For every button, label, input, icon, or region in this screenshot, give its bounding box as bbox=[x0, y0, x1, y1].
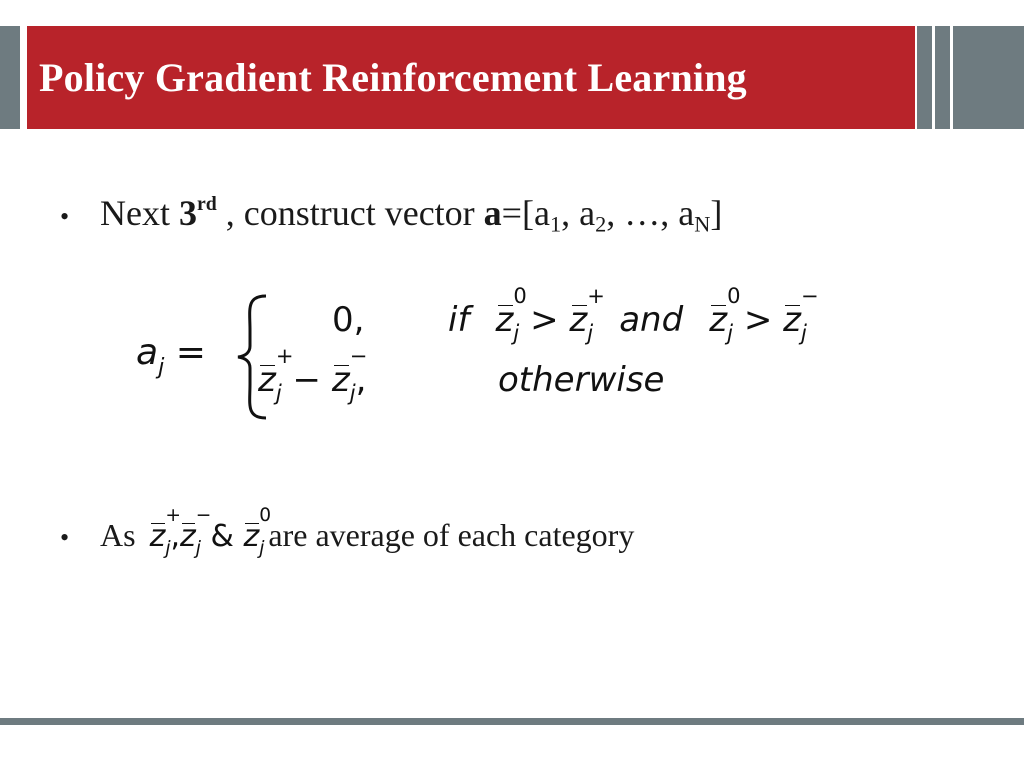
bullet-text: Next 3rd , construct vector $a=[a_1$, $a_2$, …, $a_N$] bbox=[100, 193, 723, 237]
case2-value: z + j − z − j, bbox=[258, 342, 368, 406]
header-accent-right-1 bbox=[917, 26, 932, 129]
slide-title: Policy Gradient Reinforcement Learning bbox=[39, 55, 747, 100]
bullet-marker: • bbox=[60, 523, 70, 552]
equation-lhs: aj = bbox=[136, 332, 206, 381]
bullet-average-note bbox=[60, 504, 635, 560]
footer-divider bbox=[0, 718, 1024, 725]
bullet-construct-vector bbox=[60, 192, 723, 237]
header-accent-right-3 bbox=[953, 26, 1024, 129]
case1-condition: if z 0 j > z + j and z 0 j > z − j bbox=[448, 282, 819, 346]
inline-math-symbols: z + j,z − j & z 0 j bbox=[149, 504, 272, 560]
piecewise-equation bbox=[136, 282, 926, 426]
vector-name: a bbox=[483, 193, 502, 233]
bullet-text-rest: are average of each category bbox=[268, 517, 635, 553]
ordinal-number: 3 bbox=[178, 193, 197, 233]
case2-condition: otherwise bbox=[498, 360, 665, 400]
title-banner bbox=[27, 26, 915, 129]
header-accent-left bbox=[0, 26, 20, 129]
bullet-marker: • bbox=[60, 202, 70, 231]
bullet-text-as: As bbox=[100, 517, 136, 553]
ordinal-suffix: rd bbox=[196, 193, 217, 216]
header-accent-right-2 bbox=[935, 26, 950, 129]
case1-value: 0, bbox=[332, 300, 365, 340]
left-brace bbox=[232, 292, 272, 422]
